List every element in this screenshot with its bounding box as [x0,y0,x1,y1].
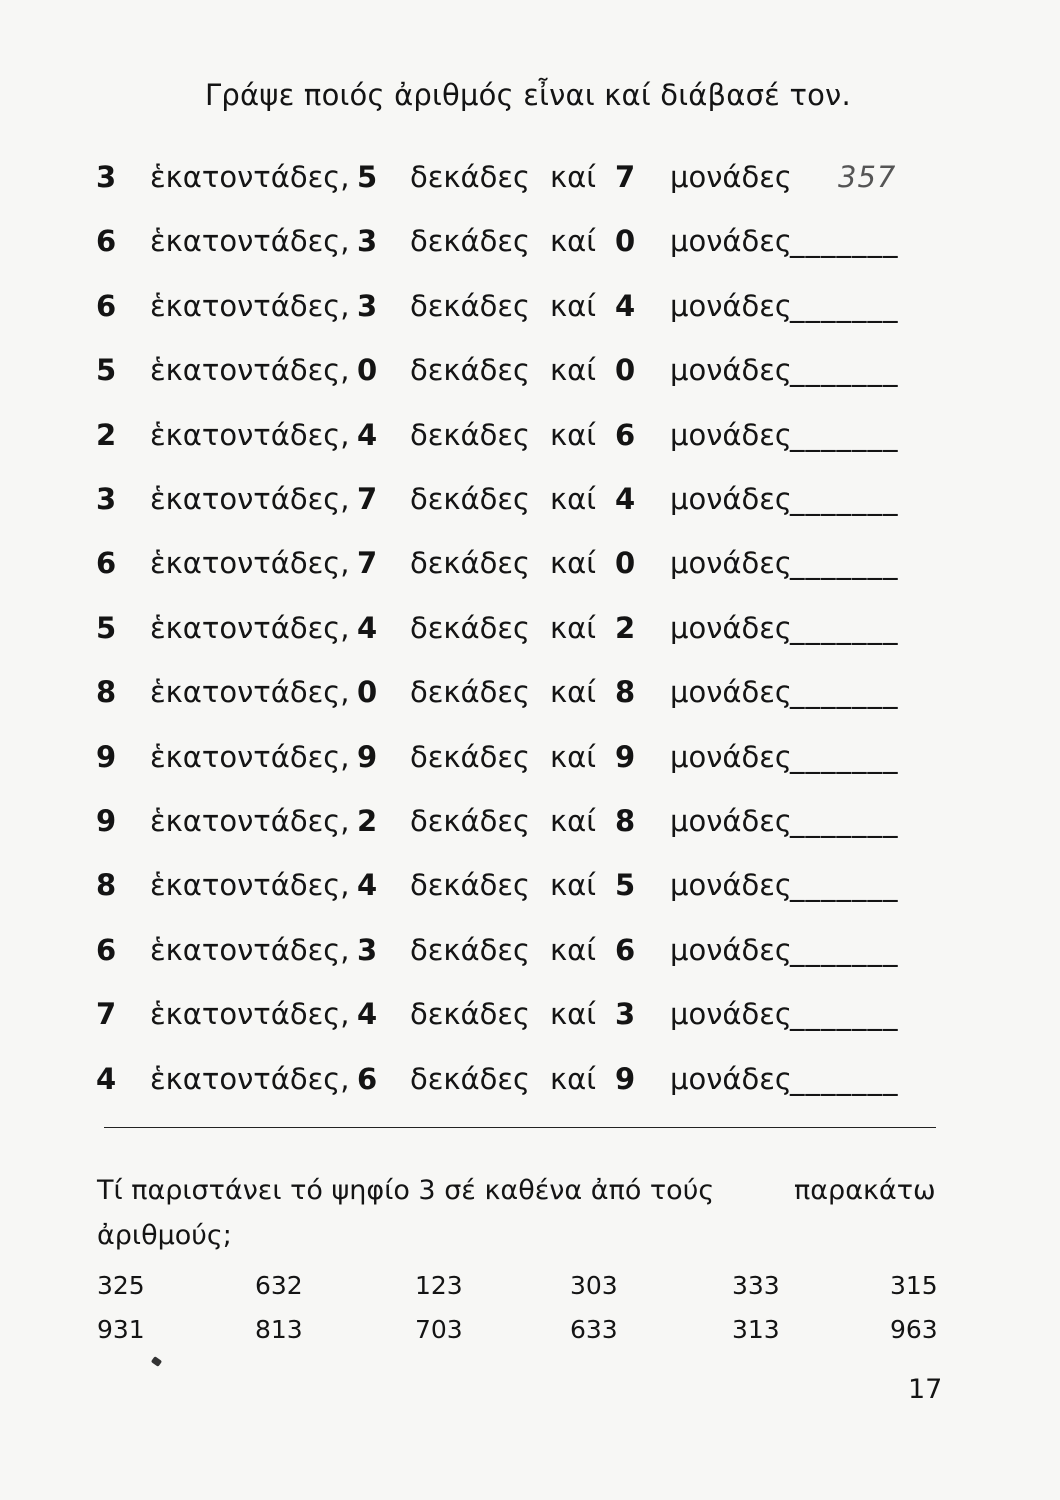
hundreds-word: ἑκατοντάδες, [150,675,350,709]
hundreds-digit: 7 [96,997,117,1031]
units-digit: 8 [615,675,636,709]
hundreds-word: ἑκατοντάδες, [150,611,350,645]
answer-blank[interactable]: _______ [790,482,899,516]
hundreds-digit: 9 [96,740,117,774]
tens-word: δεκάδες [410,160,531,194]
and-word: καί [550,546,597,580]
hundreds-digit: 6 [96,546,117,580]
hundreds-digit: 9 [96,804,117,838]
answer-blank[interactable]: _______ [790,611,899,645]
units-digit: 3 [615,997,636,1031]
hundreds-digit: 8 [96,868,117,902]
answer-blank[interactable]: _______ [790,353,899,387]
hundreds-word: ἑκατοντάδες, [150,868,350,902]
handwritten-answer: 357 [838,160,897,194]
tens-word: δεκάδες [410,1062,531,1096]
hundreds-word: ἑκατοντάδες, [150,289,350,323]
exercise-title: Γράψε ποιός ἀριθμός εἶναι καί διάβασέ τον. [205,78,851,112]
hundreds-word: ἑκατοντάδες, [150,997,350,1031]
and-word: καί [550,804,597,838]
answer-blank[interactable]: _______ [790,289,899,323]
units-digit: 9 [615,740,636,774]
hundreds-digit: 3 [96,482,117,516]
hundreds-word: ἑκατοντάδες, [150,933,350,967]
and-word: καί [550,289,597,323]
tens-digit: 4 [357,611,378,645]
and-word: καί [550,160,597,194]
tens-word: δεκάδες [410,804,531,838]
hundreds-word: ἑκατοντάδες, [150,160,350,194]
units-digit: 4 [615,289,636,323]
units-word: μονάδες [670,482,792,516]
tens-word: δεκάδες [410,289,531,323]
hundreds-word: ἑκατοντάδες, [150,546,350,580]
units-word: μονάδες [670,1062,792,1096]
units-word: μονάδες [670,418,792,452]
tens-word: δεκάδες [410,546,531,580]
hundreds-word: ἑκατοντάδες, [150,1062,350,1096]
units-word: μονάδες [670,675,792,709]
number-item: 963 [890,1315,938,1344]
answer-blank[interactable]: _______ [790,868,899,902]
number-item: 325 [97,1271,145,1300]
tens-digit: 0 [357,353,378,387]
units-digit: 6 [615,933,636,967]
units-word: μονάδες [670,353,792,387]
units-digit: 0 [615,546,636,580]
answer-blank[interactable]: _______ [790,933,899,967]
units-word: μονάδες [670,868,792,902]
answer-blank[interactable]: _______ [790,997,899,1031]
units-word: μονάδες [670,224,792,258]
number-item: 633 [570,1315,618,1344]
question-line-1-main: Τί παριστάνει τό ψηφίο 3 σέ καθένα ἀπό τούς [97,1175,715,1206]
tens-digit: 7 [357,546,378,580]
and-word: καί [550,611,597,645]
and-word: καί [550,997,597,1031]
answer-blank[interactable]: _______ [790,224,899,258]
divider-line [104,1127,936,1128]
hundreds-digit: 5 [96,353,117,387]
hundreds-word: ἑκατοντάδες, [150,482,350,516]
and-word: καί [550,1062,597,1096]
question-line-2: ἀριθμούς; [97,1220,232,1251]
tens-digit: 7 [357,482,378,516]
tens-digit: 3 [357,933,378,967]
units-digit: 5 [615,868,636,902]
tens-digit: 9 [357,740,378,774]
question-line-1-tail: παρακάτω [794,1175,936,1206]
number-item: 123 [415,1271,463,1300]
units-word: μονάδες [670,289,792,323]
hundreds-word: ἑκατοντάδες, [150,353,350,387]
tens-digit: 4 [357,997,378,1031]
hundreds-digit: 3 [96,160,117,194]
tens-digit: 4 [357,418,378,452]
units-digit: 9 [615,1062,636,1096]
units-digit: 0 [615,353,636,387]
hundreds-digit: 8 [96,675,117,709]
and-word: καί [550,868,597,902]
tens-word: δεκάδες [410,611,531,645]
tens-word: δεκάδες [410,933,531,967]
answer-blank[interactable]: _______ [790,675,899,709]
number-item: 813 [255,1315,303,1344]
units-word: μονάδες [670,160,792,194]
hundreds-word: ἑκατοντάδες, [150,804,350,838]
number-item: 632 [255,1271,303,1300]
number-item: 313 [732,1315,780,1344]
hundreds-digit: 4 [96,1062,117,1096]
tens-word: δεκάδες [410,482,531,516]
tens-digit: 5 [357,160,378,194]
and-word: καί [550,482,597,516]
number-item: 931 [97,1315,145,1344]
hundreds-digit: 2 [96,418,117,452]
units-digit: 7 [615,160,636,194]
and-word: καί [550,353,597,387]
question-line-1 [97,1168,947,1213]
answer-blank[interactable]: _______ [790,546,899,580]
units-word: μονάδες [670,804,792,838]
number-item: 315 [890,1271,938,1300]
question-text [97,1168,947,1258]
tens-word: δεκάδες [410,868,531,902]
tens-digit: 4 [357,868,378,902]
and-word: καί [550,418,597,452]
hundreds-word: ἑκατοντάδες, [150,418,350,452]
answer-blank[interactable]: _______ [790,740,899,774]
units-digit: 0 [615,224,636,258]
number-item: 303 [570,1271,618,1300]
tens-digit: 6 [357,1062,378,1096]
tens-word: δεκάδες [410,997,531,1031]
hundreds-word: ἑκατοντάδες, [150,224,350,258]
tens-word: δεκάδες [410,418,531,452]
units-word: μονάδες [670,546,792,580]
tens-digit: 3 [357,289,378,323]
tens-word: δεκάδες [410,224,531,258]
hundreds-word: ἑκατοντάδες, [150,740,350,774]
and-word: καί [550,224,597,258]
number-item: 703 [415,1315,463,1344]
and-word: καί [550,675,597,709]
units-word: μονάδες [670,611,792,645]
units-word: μονάδες [670,740,792,774]
hundreds-digit: 6 [96,933,117,967]
units-digit: 6 [615,418,636,452]
ink-speck [151,1356,162,1367]
units-digit: 2 [615,611,636,645]
units-digit: 8 [615,804,636,838]
and-word: καί [550,740,597,774]
tens-digit: 3 [357,224,378,258]
tens-word: δεκάδες [410,675,531,709]
and-word: καί [550,933,597,967]
hundreds-digit: 5 [96,611,117,645]
tens-word: δεκάδες [410,353,531,387]
answer-blank[interactable]: _______ [790,1062,899,1096]
tens-digit: 0 [357,675,378,709]
answer-blank[interactable]: _______ [790,418,899,452]
hundreds-digit: 6 [96,224,117,258]
units-word: μονάδες [670,933,792,967]
hundreds-digit: 6 [96,289,117,323]
units-word: μονάδες [670,997,792,1031]
units-digit: 4 [615,482,636,516]
tens-word: δεκάδες [410,740,531,774]
page-number: 17 [908,1374,943,1405]
answer-blank[interactable]: _______ [790,804,899,838]
tens-digit: 2 [357,804,378,838]
number-item: 333 [732,1271,780,1300]
